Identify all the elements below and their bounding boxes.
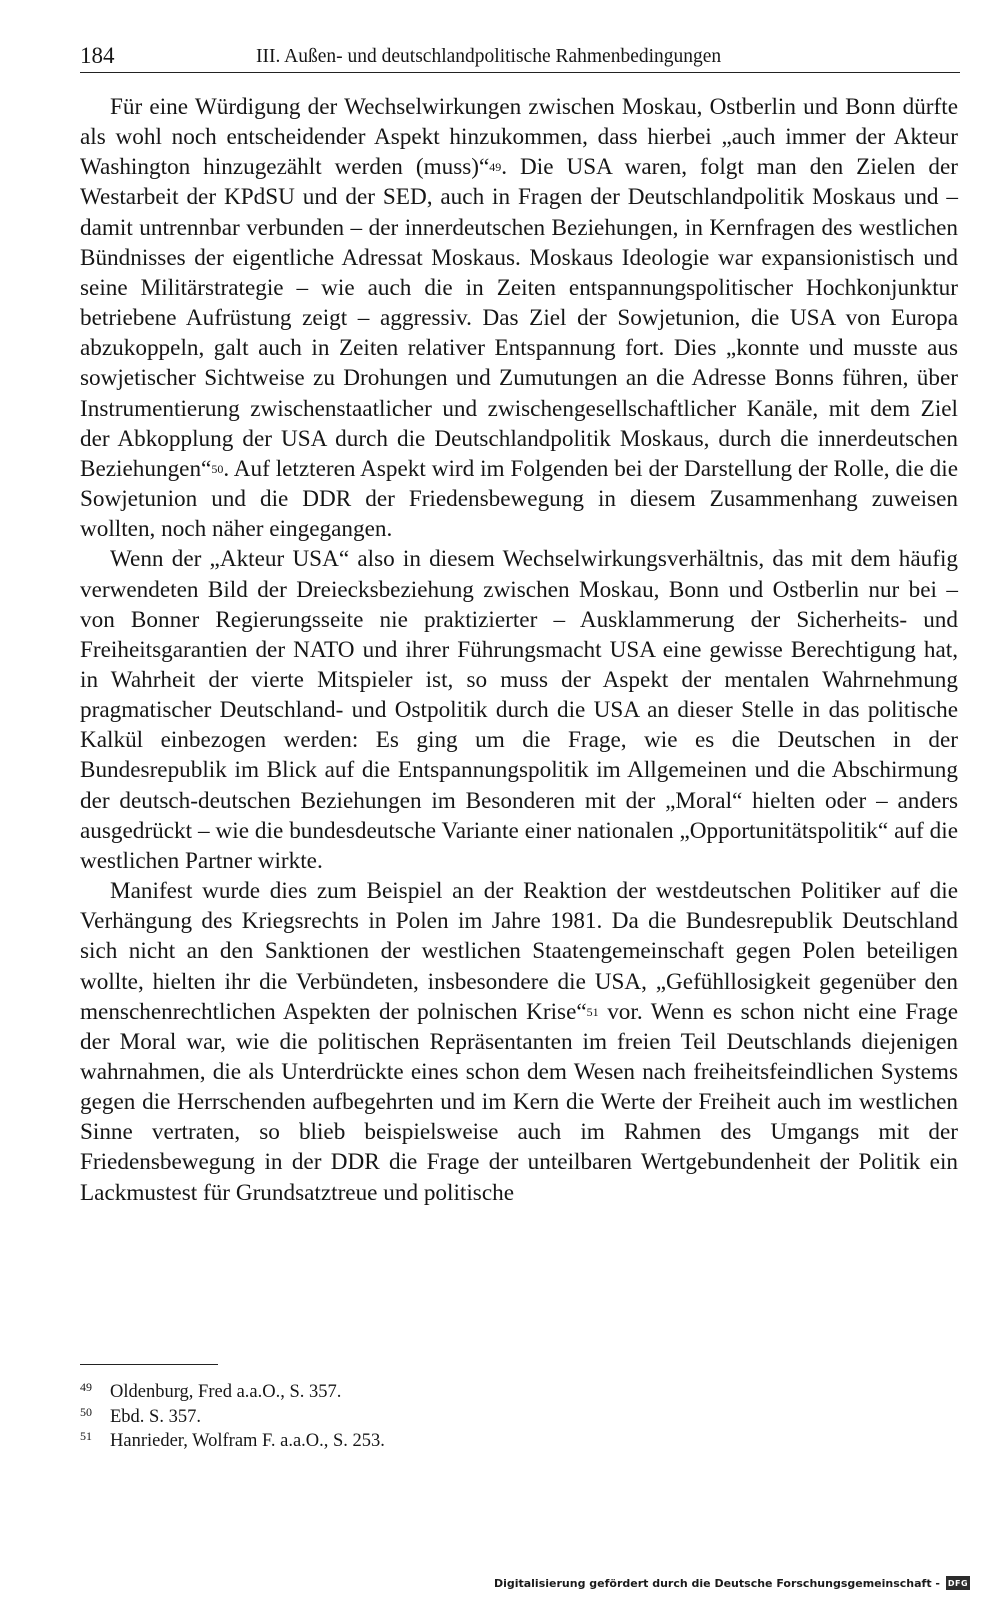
digitization-credit bbox=[494, 1574, 970, 1592]
footnote-number: 51 bbox=[80, 1429, 92, 1443]
footnote-text: Ebd. S. 357. bbox=[110, 1406, 201, 1427]
footnote bbox=[80, 1429, 680, 1454]
footnote-text: Oldenburg, Fred a.a.O., S. 357. bbox=[110, 1382, 342, 1402]
paragraph-3-part-b: vor. Wenn es schon nicht eine Frage der Moral war, wie die politischen Repräsentanten im freien Teil Deutschlands diejenigen wahrnahmen, die als Unterdrückte eines schon dem Wesen nach freiheitsfeindlichen Systems gegen die Herrschenden aufbegehrten und im Kern die Werte der Freiheit auch im westlichen Sinne vertraten, so blieb beispielsweise auch im Rahmen des Umgangs mit der Friedensbewegung in der DDR die Frage der unteilbaren Wertgebundenheit der Politik ein Lackmustest für Grundsatztreue und politische bbox=[80, 998, 958, 1206]
footnote-ref-51: 51 bbox=[586, 1004, 599, 1019]
footnote-ref-49: 49 bbox=[489, 160, 502, 175]
paragraph-3-part-a: Manifest wurde dies zum Beispiel an der Reaktion der westdeutschen Politiker auf die Verhängung des Kriegsrechts in Polen im Jahre 1981. Da die Bundesrepublik Deutschland sich nicht an den Sanktionen der westlichen Staatengemeinschaft gegen Polen beteiligen wollte, hielten ihr die Verbündeten, insbesondere die USA, „Gefühllosigkeit gegenüber den menschenrechtlichen Aspekten der polnischen Krise“ bbox=[80, 878, 958, 1025]
paragraph-1-part-c: . Auf letzteren Aspekt wird im Folgenden bei der Darstellung der Rolle, die die Sowjetunion und die DDR der Friedensbewegung in diesem Zusammenhang zuweisen wollten, noch näher eingegangen. bbox=[80, 455, 958, 543]
footnote-separator bbox=[80, 1364, 218, 1365]
footnote-number: 49 bbox=[80, 1380, 92, 1394]
paragraph-2: Wenn der „Akteur USA“ also in diesem Wechselwirkungsverhältnis, das mit dem häufig verwendeten Bild der Dreiecksbeziehung zwischen Moskau, Bonn und Ostberlin nur bei – von Bonner Regierungsseite nie praktizierter – Ausklammerung der Sicherheits- und Freiheitsgarantien der NATO und ihrer Führungsmacht USA eine gewisse Berechtigung hat, in Wahrheit der vierte Mitspieler ist, so muss der Aspekt der mentalen Wahrnehmung pragmatischer Deutschland- und Ostpolitik durch die USA an dieser Stelle in das politische Kalkül einbezogen werden: Es ging um die Frage, wie es die Deutschen in der Bundesrepublik im Blick auf die Entspannungspolitik im Allgemeinen und die Abschirmung der deutsch-deutschen Beziehungen im Besonderen mit der „Moral“ hielten oder – anders ausgedrückt – wie die bundesdeutsche Variante einer nationalen „Opportunitätspolitik“ auf die westlichen Partner wirkte. bbox=[80, 546, 958, 874]
paragraph-3 bbox=[80, 876, 958, 1208]
page-header bbox=[80, 42, 960, 73]
footnote bbox=[80, 1380, 680, 1405]
footnotes bbox=[80, 1380, 680, 1454]
body-text bbox=[80, 92, 958, 1208]
footnote-text: Hanrieder, Wolfram F. a.a.O., S. 253. bbox=[110, 1431, 385, 1451]
running-head: III. Außen- und deutschlandpolitische Rahmenbedingungen bbox=[256, 46, 722, 67]
paragraph-1-part-a: Für eine Würdigung der Wechselwirkungen zwischen Moskau, Ostberlin und Bonn dürfte als wohl noch entscheidender Aspekt hinzukommen, dass hierbei „auch immer der Akteur Washington hinzugezählt werden (muss)“ bbox=[80, 94, 958, 181]
page-number: 184 bbox=[80, 43, 115, 68]
footnote-ref-50: 50 bbox=[211, 461, 224, 476]
paragraph-1 bbox=[80, 92, 958, 544]
dfg-logo-icon: DFG bbox=[946, 1576, 970, 1590]
credit-text: Digitalisierung gefördert durch die Deutsche Forschungsgemeinschaft - bbox=[493, 1576, 940, 1590]
footnote bbox=[80, 1405, 680, 1430]
footnote-number: 50 bbox=[80, 1404, 92, 1419]
paragraph-1-part-b: . Die USA waren, folgt man den Zielen der Westarbeit der KPdSU und der SED, auch in Fragen der Deutschlandpolitik Moskaus und – damit untrennbar verbunden – der innerdeutschen Beziehungen, in Kernfragen des westlichen Bündnisses der eigentliche Adressat Moskaus. Moskaus Ideologie war expansionistisch und seine Militärstrategie – wie auch die in Zeiten entspannungspolitischer Hochkonjunktur betriebene Aufrüstung zeigt – aggressiv. Das Ziel der Sowjetunion, die USA von Europa abzukoppeln, galt auch in Zeiten relativer Entspannung fort. Dies „konnte und musste aus sowjetischer Sichtweise zu Drohungen und Zumutungen an die Adresse Bonns führen, über Instrumentierung zwischenstaatlicher und zwischengesellschaftlicher Kanäle, mit dem Ziel der Abkopplung der USA durch die Deutschlandpolitik Moskaus, durch die innerdeutschen Beziehungen“ bbox=[80, 154, 958, 482]
